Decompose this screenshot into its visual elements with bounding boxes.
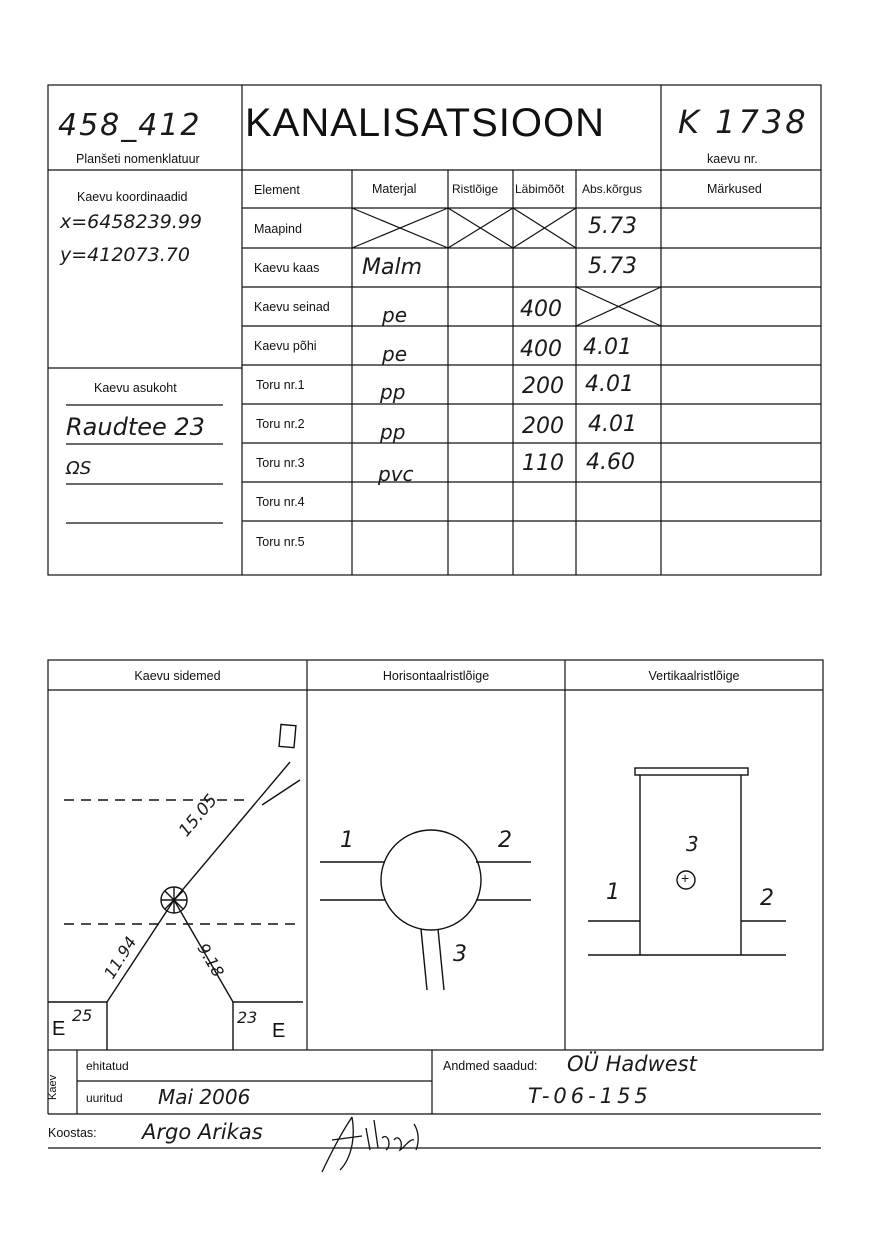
- col-header-diameter: Läbimõõt: [515, 182, 565, 196]
- row-element: Toru nr.2: [256, 417, 305, 431]
- horizontal-title: Horisontaalristlõige: [382, 669, 490, 683]
- row-element: Kaevu seinad: [254, 300, 330, 314]
- nomenclature-value: 458_412: [58, 108, 202, 143]
- row-material: Malm: [362, 255, 423, 280]
- right-building-number: 23: [237, 1008, 258, 1027]
- row-material: pp: [380, 380, 406, 404]
- built-label: ehitatud: [86, 1059, 129, 1073]
- row-diameter: 400: [520, 337, 562, 362]
- coordinate-x: x=6458239.99: [60, 211, 202, 233]
- col-header-abs-height: Abs.kõrgus: [582, 182, 643, 196]
- data-source-code: T-06-155: [528, 1084, 652, 1108]
- left-building-e: E: [52, 1018, 66, 1040]
- distance-label-1: 15.05: [175, 790, 222, 841]
- nomenclature-label: Planšeti nomenklatuur: [76, 152, 200, 166]
- vertical-pipe-3: 3: [686, 832, 699, 856]
- data-source-value: OÜ Hadwest: [567, 1052, 697, 1076]
- row-height: 4.60: [586, 450, 635, 475]
- row-material: pp: [380, 420, 406, 444]
- row-diameter: 400: [520, 297, 562, 322]
- plus-icon: +: [681, 870, 690, 886]
- col-header-cross-section: Ristlõige: [452, 182, 499, 196]
- well-number-value: K 1738: [678, 103, 809, 141]
- row-element: Kaevu põhi: [254, 339, 317, 353]
- data-source-label: Andmed saadud:: [443, 1059, 538, 1073]
- coordinates-label: Kaevu koordinaadid: [77, 190, 188, 204]
- well-number-label: kaevu nr.: [707, 152, 758, 166]
- row-material: pe: [382, 303, 407, 327]
- row-element: Kaevu kaas: [254, 261, 320, 275]
- row-height: 5.73: [588, 254, 637, 279]
- row-element: Maapind: [254, 222, 302, 236]
- sidemed-title: Kaevu sidemed: [134, 669, 221, 683]
- distance-label-2: 11.94: [100, 933, 141, 983]
- row-material: pe: [382, 342, 407, 366]
- row-element: Toru nr.1: [256, 378, 305, 392]
- row-height: 4.01: [588, 412, 637, 437]
- row-diameter: 200: [522, 414, 564, 439]
- kaev-label: Kaev: [47, 1074, 59, 1100]
- row-element: Toru nr.5: [256, 535, 305, 549]
- location-line-2: ΩS: [66, 458, 92, 479]
- vertical-pipe-2: 2: [760, 886, 774, 911]
- horizontal-pipe-1: 1: [340, 828, 354, 853]
- row-element: Toru nr.3: [256, 456, 305, 470]
- row-height: 5.73: [588, 214, 637, 239]
- row-diameter: 110: [522, 451, 564, 476]
- compiled-label: Koostas:: [48, 1126, 97, 1140]
- col-header-element: Element: [254, 183, 300, 197]
- col-header-material: Materjal: [372, 182, 417, 196]
- vertical-pipe-1: 1: [606, 880, 620, 905]
- horizontal-pipe-2: 2: [498, 828, 512, 853]
- location-label: Kaevu asukoht: [94, 381, 177, 395]
- col-header-notes: Märkused: [707, 182, 762, 196]
- horizontal-pipe-3: 3: [453, 942, 467, 967]
- row-material: pvc: [378, 462, 414, 486]
- row-height: 4.01: [585, 372, 634, 397]
- surveyed-value: Mai 2006: [158, 1085, 251, 1109]
- left-building-number: 25: [72, 1006, 93, 1025]
- vertical-title: Vertikaalristlõige: [648, 669, 740, 683]
- coordinate-y: y=412073.70: [60, 244, 190, 266]
- surveyed-label: uuritud: [86, 1091, 123, 1105]
- compiled-value: Argo Arikas: [142, 1120, 263, 1144]
- row-element: Toru nr.4: [256, 495, 305, 509]
- row-height: 4.01: [583, 335, 632, 360]
- location-line-1: Raudtee 23: [66, 413, 205, 441]
- row-diameter: 200: [522, 374, 564, 399]
- distance-label-3: 9.18: [193, 940, 228, 981]
- right-building-e: E: [272, 1020, 286, 1042]
- page-title: KANALISATSIOON: [245, 101, 606, 145]
